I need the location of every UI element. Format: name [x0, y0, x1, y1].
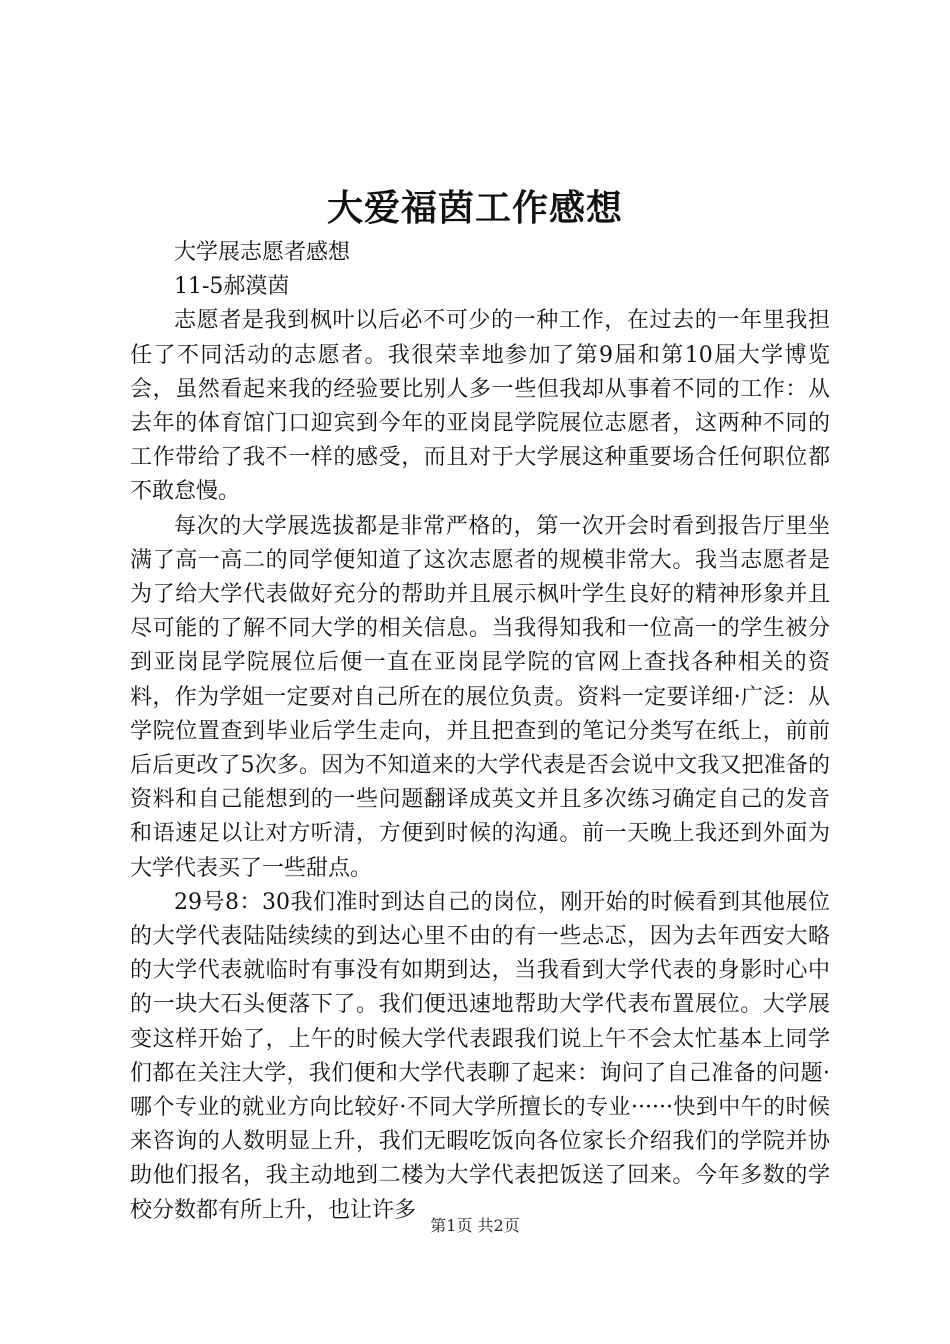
- body-paragraph: 29号8：30我们准时到达自己的岗位，刚开始的时候看到其他展位的大学代表陆陆续续的到达心里不由的有一些忐忑，因为去年西安大略的大学代表就临时有事没有如期到达，当我看到大学代表的身影时心中的一块大石头便落下了。我们便迅速地帮助大学代表布置展位。大学展变这样开始了，上午的时候大学代表跟我们说上午不会太忙基本上同学们都在关注大学，我们便和大学代表聊了起来：询问了自己准备的问题·哪个专业的就业方向比较好·不同大学所擅长的专业······快到中午的时候来咨询的人数明显上升，我们无暇吃饭向各位家长介绍我们的学院并协助他们报名，我主动地到二楼为大学代表把饭送了回来。今年多数的学校分数都有所上升，也让许多: [130, 889, 830, 1223]
- body-paragraph: 每次的大学展选拔都是非常严格的，第一次开会时看到报告厅里坐满了高一高二的同学便知道了这次志愿者的规模非常大。我当志愿者是为了给大学代表做好充分的帮助并且展示枫叶学生良好的精神形象并且尽可能的了解不同大学的相关信息。当我得知我和一位高一的学生被分到亚岗昆学院展位后便一直在亚岗昆学院的官网上查找各种相关的资料，作为学姐一定要对自己所在的展位负责。资料一定要详细·广泛：从学院位置查到毕业后学生走向，并且把查到的笔记分类写在纸上，前前后后更改了5次多。因为不知道来的大学代表是否会说中文我又把准备的资料和自己能想到的一些问题翻译成英文并且多次练习确定自己的发音和语速足以让对方听清，方便到时候的沟通。前一天晚上我还到外面为大学代表买了一些甜点。: [130, 513, 830, 881]
- author-line: 11-5郝漠茵: [174, 274, 290, 300]
- subtitle-paragraph: 大学展志愿者感想: [174, 240, 351, 265]
- body-paragraph: 志愿者是我到枫叶以后必不可少的一种工作，在过去的一年里我担任了不同活动的志愿者。我很荣幸地参加了第9届和第10届大学博览会，虽然看起来我的经验要比别人多一些但我却从事着不同的工作：从去年的体育馆门口迎宾到今年的亚岗昆学院展位志愿者，这两种不同的工作带给了我不一样的感受，而且对于大学展这种重要场合任何职位都不敢怠慢。: [130, 308, 830, 505]
- page-footer: 第1页 共2页: [430, 1216, 520, 1235]
- document-title: 大爱福茵工作感想: [326, 187, 623, 229]
- document-body: [130, 236, 830, 1228]
